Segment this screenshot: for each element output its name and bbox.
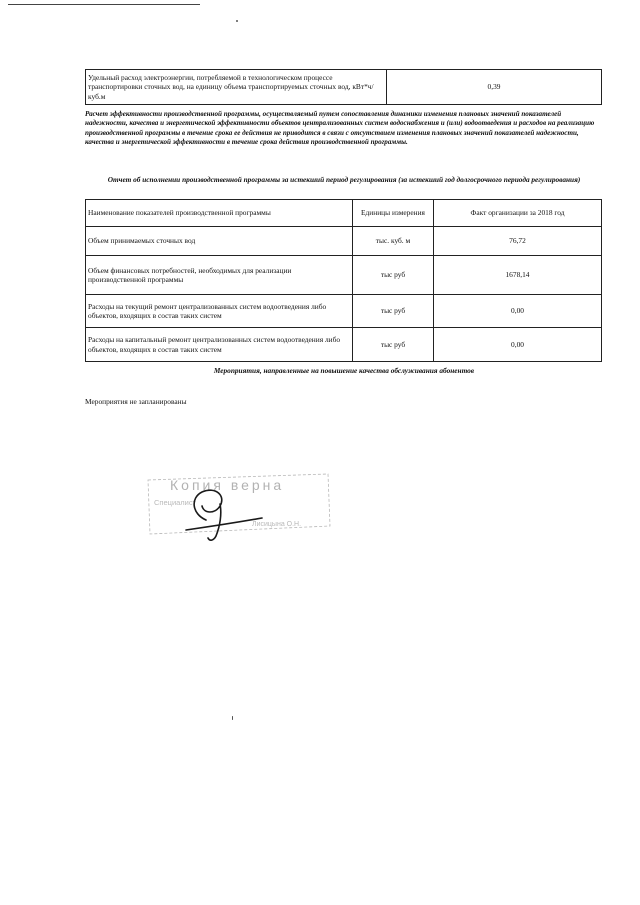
table-row: [86, 328, 602, 362]
table-row: [86, 256, 602, 295]
service-text: Мероприятия не запланированы: [85, 397, 187, 406]
copy-stamp: [140, 468, 340, 548]
row-indicator: Расходы на капитальный ремонт централизованных систем водоотведения либо объектов, входящих в состав таких систем: [86, 328, 353, 362]
stamp-signature-graphic: [140, 468, 340, 548]
report-heading: Отчет об исполнении производственной программы за истекший период регулирования (за истекший год долгосрочного периода регулирования): [107, 175, 581, 184]
row-fact: 76,72: [434, 227, 602, 256]
stamp-line-1: Копия верна: [170, 477, 285, 493]
indicator-label: Удельный расход электроэнергии, потребляемой в технологическом процессе транспортировки сточных вод, на единицу объема транспортируемых сточных вод, кВт*ч/ куб.м: [86, 70, 387, 105]
row-unit: тыс. куб. м: [353, 227, 434, 256]
indicator-value: 0,39: [387, 70, 602, 105]
stamp-line-2: Специалист: [154, 498, 197, 507]
table-row: [86, 70, 602, 105]
stamp-line-3: Лисицына О.Н.: [252, 521, 302, 528]
scan-edge-line: [8, 4, 200, 5]
efficiency-note: Расчет эффективности производственной программы, осуществляемый путем сопоставления динамики изменения плановых значений показателей надежности, качества и энергетической эффективности объектов централизованных систем водоснабжения и (или) водоотведения и расходов на реализацию производственной программы в течение срока ее действия не приводится в связи с отсутствием изменения плановых значений показателей надежности, качества и энергетической эффективности в течение срока действия производственной программы.: [85, 110, 595, 147]
row-fact: 1678,14: [434, 256, 602, 295]
header-indicator: Наименование показателей производственной программы: [86, 200, 353, 227]
row-fact: 0,00: [434, 295, 602, 328]
table-row: [86, 227, 602, 256]
row-unit: тыс руб: [353, 328, 434, 362]
header-unit: Единицы измерения: [353, 200, 434, 227]
scan-speck: [236, 20, 238, 22]
scan-speck: [232, 716, 233, 720]
table-row: [86, 295, 602, 328]
header-fact: Факт организации за 2018 год: [434, 200, 602, 227]
energy-indicator-table: [85, 69, 602, 105]
table-header-row: [86, 200, 602, 227]
row-indicator: Объем финансовых потребностей, необходимых для реализации производственной программы: [86, 256, 353, 295]
row-indicator: Объем принимаемых сточных вод: [86, 227, 353, 256]
report-table: [85, 199, 602, 362]
row-indicator: Расходы на текущий ремонт централизованных систем водоотведения либо объектов, входящих в состав таких систем: [86, 295, 353, 328]
row-fact: 0,00: [434, 328, 602, 362]
row-unit: тыс руб: [353, 295, 434, 328]
row-unit: тыс руб: [353, 256, 434, 295]
signature: [186, 490, 262, 540]
service-heading: Мероприятия, направленные на повышение качества обслуживания абонентов: [213, 366, 475, 375]
